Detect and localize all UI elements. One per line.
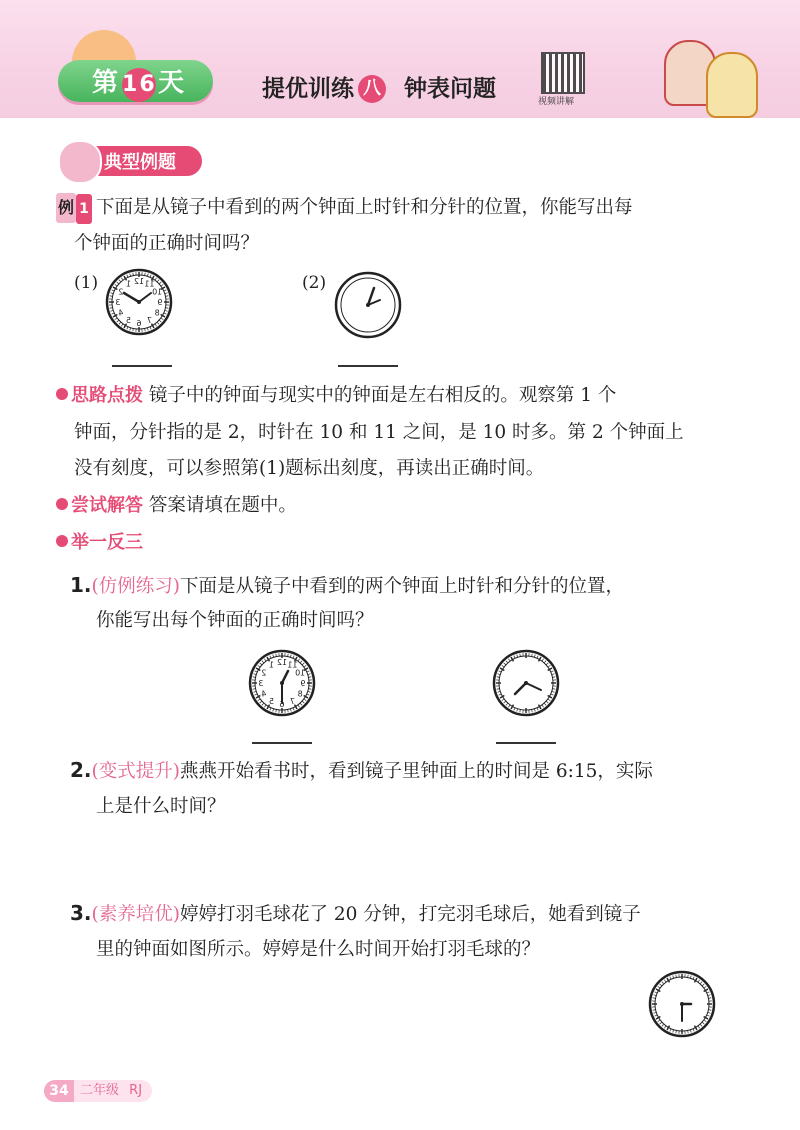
section-title: 典型例题 bbox=[104, 152, 176, 173]
hint-text-1: 镜子中的钟面与现实中的钟面是左右相反的。观察第 1 个 bbox=[148, 385, 617, 406]
clock-number: 3 bbox=[115, 297, 121, 307]
practice-tag bbox=[56, 532, 143, 553]
answer-blank[interactable] bbox=[496, 742, 556, 744]
clock-number: 4 bbox=[261, 689, 267, 699]
clock-number: 2 bbox=[261, 668, 267, 678]
q2-number: 2. bbox=[70, 758, 92, 782]
q1-text-1: 下面是从镜子中看到的两个钟面上时针和分针的位置， bbox=[179, 576, 624, 597]
attempt-tag-label: 尝试解答 bbox=[71, 495, 143, 516]
q3-text-1: 婷婷打羽毛球花了 20 分钟，打完羽毛球后，她看到镜子 bbox=[179, 904, 641, 925]
clock-number: 1 bbox=[268, 660, 275, 670]
practice-heading bbox=[56, 528, 143, 558]
clock-number: 12 bbox=[276, 657, 288, 667]
qr-code-icon[interactable] bbox=[541, 52, 585, 94]
q1-text-2: 你能写出每个钟面的正确时间吗？ bbox=[96, 610, 374, 631]
clock-number: 2 bbox=[118, 287, 124, 297]
bullet-icon bbox=[56, 388, 68, 400]
hint-tag-label: 思路点拨 bbox=[71, 385, 143, 406]
clock-number: 10 bbox=[152, 287, 163, 297]
clock-label-2: (2) bbox=[302, 273, 327, 293]
grade-label bbox=[74, 1080, 152, 1102]
mirror-clock-1 bbox=[104, 267, 174, 337]
example-text-1: 下面是从镜子中看到的两个钟面上时针和分针的位置，你能写出每 bbox=[96, 197, 633, 218]
q2-text-1: 燕燕开始看书时，看到镜子里钟面上的时间是 6:15，实际 bbox=[179, 761, 653, 782]
q2-text-2: 上是什么时间？ bbox=[96, 796, 226, 817]
page-title bbox=[262, 70, 496, 103]
hint-text-3: 没有刻度，可以参照第(1)题标出刻度，再读出正确时间。 bbox=[74, 458, 545, 479]
title-badge: 八 bbox=[358, 75, 386, 103]
day-label bbox=[92, 62, 186, 102]
clock-number: 9 bbox=[157, 297, 163, 307]
bullet-icon bbox=[56, 535, 68, 547]
mirror-clock-4 bbox=[491, 648, 561, 718]
mirror-clock-5 bbox=[647, 969, 717, 1039]
q1-number: 1. bbox=[70, 573, 92, 597]
day-prefix: 第 bbox=[92, 68, 121, 98]
day-suffix: 天 bbox=[158, 68, 187, 98]
clock-number: 3 bbox=[258, 678, 264, 688]
q1-tag: (仿例练习) bbox=[91, 576, 180, 597]
clock-number: 11 bbox=[287, 660, 298, 670]
pig-mascot-icon bbox=[58, 140, 102, 184]
day-number: 16 bbox=[122, 68, 156, 102]
hint-line-1 bbox=[56, 381, 616, 411]
clock-number: 11 bbox=[144, 279, 155, 289]
mirror-clock-2 bbox=[333, 270, 403, 340]
example-text-2: 个钟面的正确时间吗？ bbox=[74, 233, 260, 254]
q2-tag: (变式提升) bbox=[91, 761, 180, 782]
clock-number: 6 bbox=[136, 318, 142, 328]
answer-blank[interactable] bbox=[252, 742, 312, 744]
attempt-tag bbox=[56, 495, 143, 516]
clock-number: 7 bbox=[146, 315, 153, 325]
clock-number: 9 bbox=[300, 678, 306, 688]
practice-tag-label: 举一反三 bbox=[71, 532, 143, 553]
example-label: 例 bbox=[56, 193, 76, 223]
hint-text-2: 钟面，分针指的是 2，时针在 10 和 11 之间，是 10 时多。第 2 个钟面上 bbox=[74, 422, 684, 443]
grade-text: 二年级 bbox=[80, 1083, 120, 1098]
lion-dance-mascot-icon bbox=[706, 52, 758, 118]
clock-number: 6 bbox=[279, 699, 285, 709]
clock-number: 10 bbox=[295, 668, 306, 678]
clock-number: 1 bbox=[125, 279, 132, 289]
q2-line-1 bbox=[70, 755, 653, 787]
q1-line-1 bbox=[70, 570, 624, 602]
edition-text: RJ bbox=[129, 1083, 143, 1098]
answer-blank[interactable] bbox=[338, 365, 398, 367]
attempt-line bbox=[56, 491, 297, 521]
clock-number: 5 bbox=[125, 315, 132, 325]
clock-number: 7 bbox=[289, 696, 296, 706]
clock-number: 4 bbox=[118, 308, 124, 318]
clock-number: 12 bbox=[133, 276, 145, 286]
q3-text-2: 里的钟面如图所示。婷婷是什么时间开始打羽毛球的？ bbox=[96, 939, 541, 960]
clock-label-1: (1) bbox=[74, 273, 99, 293]
clock-number: 8 bbox=[297, 689, 303, 699]
q3-number: 3. bbox=[70, 901, 92, 925]
q3-line-1 bbox=[70, 898, 641, 930]
example-line-1 bbox=[56, 193, 633, 224]
clock-number: 5 bbox=[268, 696, 275, 706]
qr-label: 视频讲解 bbox=[538, 97, 575, 107]
hint-tag bbox=[56, 385, 143, 406]
q3-tag: (素养培优) bbox=[91, 904, 180, 925]
attempt-text: 答案请填在题中。 bbox=[148, 495, 297, 516]
page-number: 34 bbox=[44, 1080, 74, 1102]
example-number: 1 bbox=[76, 194, 92, 224]
mirror-clock-3 bbox=[247, 648, 317, 718]
bullet-icon bbox=[56, 498, 68, 510]
title-prefix: 提优训练 bbox=[262, 76, 354, 102]
answer-blank[interactable] bbox=[112, 365, 172, 367]
clock-number: 8 bbox=[154, 308, 160, 318]
title-topic: 钟表问题 bbox=[404, 76, 496, 102]
